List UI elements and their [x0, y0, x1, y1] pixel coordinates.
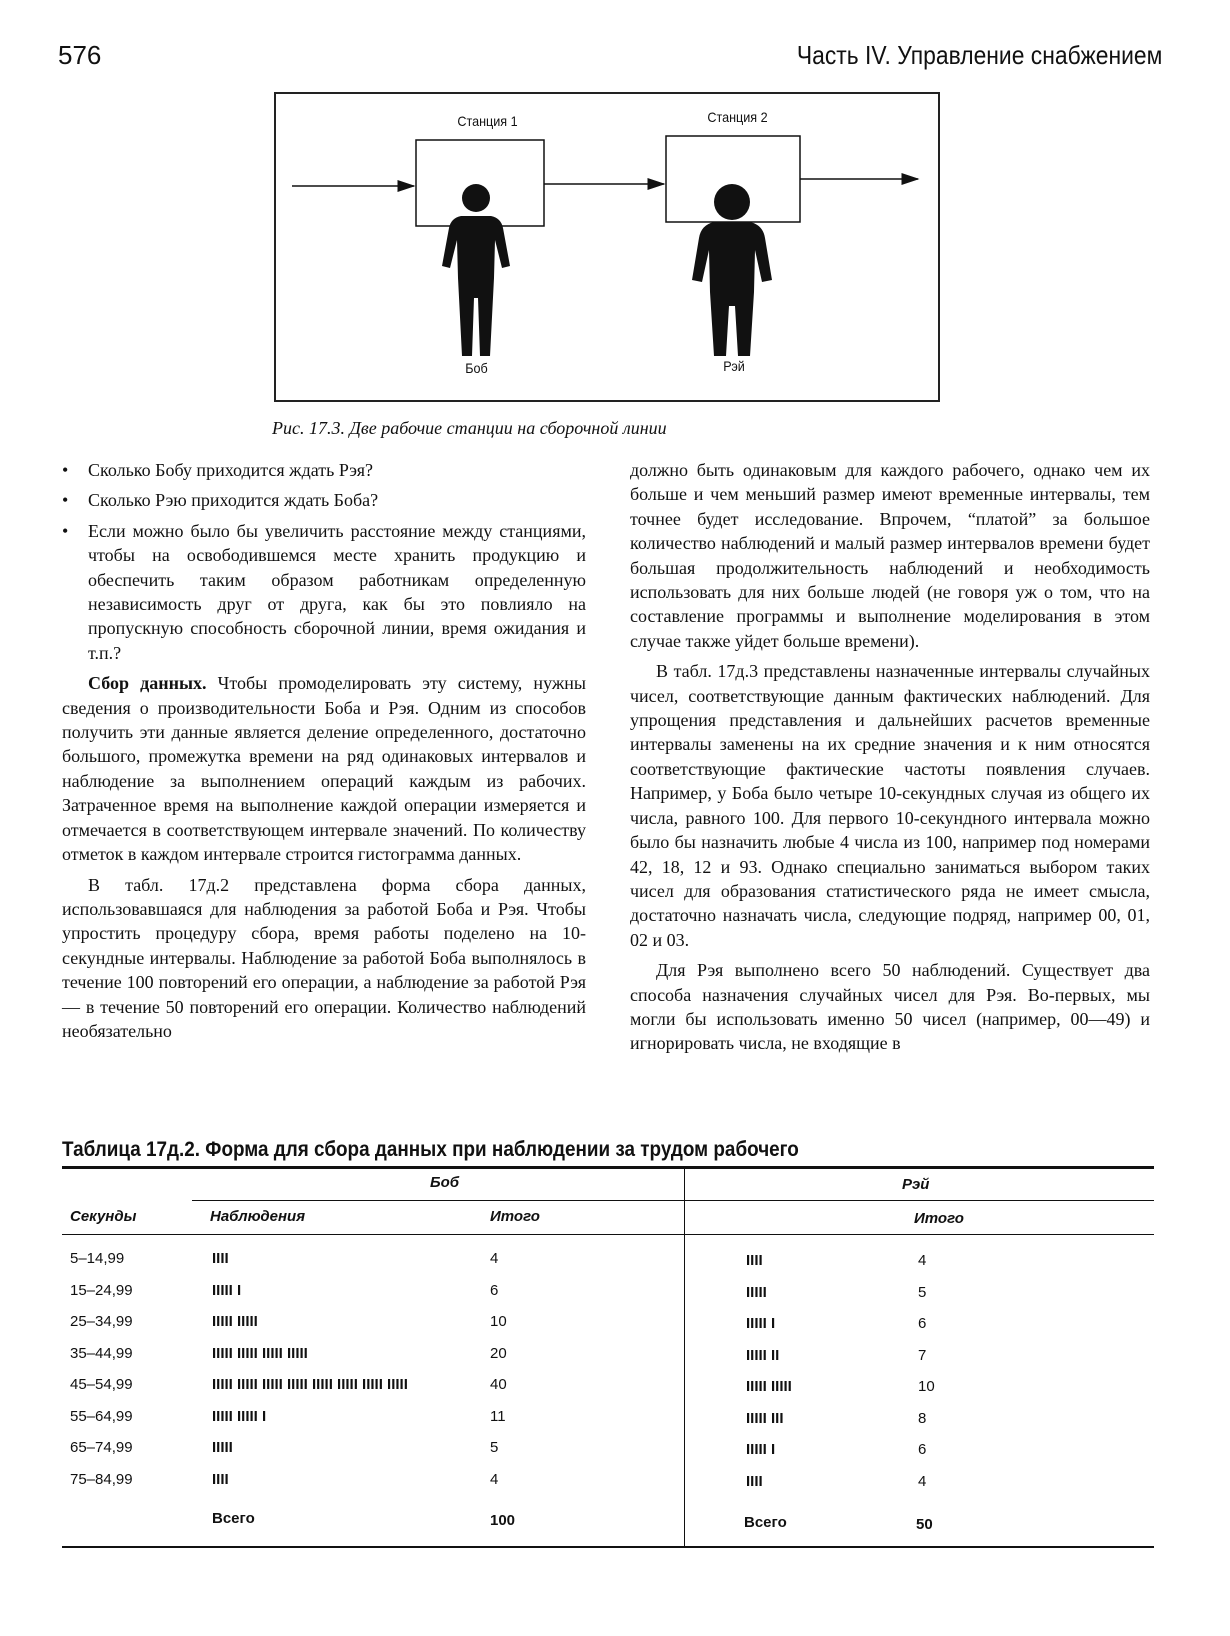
- row-bob-tally: IIII: [212, 1250, 229, 1267]
- row-bob-tally: IIIII IIIII IIIII IIIII: [212, 1344, 308, 1362]
- row-seconds: 75–84,99: [70, 1470, 133, 1488]
- row-bob-total: 4: [490, 1250, 499, 1267]
- question-item: • Сколько Рэю приходится ждать Боба?: [62, 488, 586, 512]
- table-bottom-rule: [62, 1546, 1154, 1548]
- row-bob-total: 10: [490, 1313, 507, 1330]
- total-value-bob: 100: [490, 1512, 516, 1529]
- row-ray-tally: IIIII: [746, 1283, 767, 1301]
- row-bob-total: 5: [490, 1439, 499, 1456]
- worker-ray-icon: [692, 184, 772, 356]
- row-ray-total: 7: [918, 1346, 927, 1364]
- row-seconds: 35–44,99: [70, 1344, 133, 1362]
- total-label-ray: Всего: [744, 1514, 787, 1531]
- row-seconds: 55–64,99: [70, 1407, 133, 1425]
- group-rule: [192, 1200, 1154, 1201]
- row-bob-tally: IIIII I: [212, 1281, 242, 1299]
- figure-caption: Рис. 17.3. Две рабочие станции на сборочной линии: [272, 418, 667, 438]
- row-bob-tally: IIIII IIIII: [212, 1313, 258, 1330]
- row-ray-total: 4: [918, 1472, 927, 1490]
- row-bob-total: 20: [490, 1344, 507, 1362]
- paragraph: Для Рэя выполнено всего 50 наблюдений. Существует два способа назначения случайных чисел для Рэя. Во-первых, мы могли бы использовать именно 50 чисел (например, 00—49) и игнорировать числа, не входящие в: [630, 960, 1150, 1054]
- table-title: Таблица 17д.2. Форма для сбора данных при наблюдении за трудом рабочего: [62, 1138, 799, 1161]
- data-collection-table: [62, 1166, 1154, 1548]
- page-number: 576: [58, 40, 102, 70]
- row-seconds: 15–24,99: [70, 1281, 133, 1299]
- total-value-ray: 50: [916, 1516, 933, 1533]
- paragraph-text: Чтобы промоделировать эту систему, нужны сведения о производительности Боба и Рэя. Одним из способов получить эти данные является деление определенного, достаточно большого, промежутка времени на ряд одинаковых интервалов и наблюдение за выполнением операций каждым из рабочих. Затраченное время на выполнение каждой операции измеряется и отмечается в соответствующем интервале значений. По количеству отметок в каждом интервале строится гистограмма данных.: [62, 673, 586, 865]
- row-bob-total: 4: [490, 1470, 499, 1488]
- row-bob-total: 11: [490, 1407, 506, 1425]
- station-1-label: Станция 1: [457, 113, 518, 129]
- assembly-line-diagram: [276, 94, 942, 404]
- left-column: [62, 458, 586, 1043]
- row-ray-total: 5: [918, 1283, 927, 1301]
- row-ray-total: 8: [918, 1409, 927, 1427]
- paragraph: В табл. 17д.3 представлены назначенные интервалы случайных чисел, соответствующие данным фактических наблюдений. Для упрощения представления и дальнейших расчетов временные интервалы заменены на их средние значения и к ним относятся соответствующие фактические частоты появления случаев. Например, у Боба было четыре 10-секундных случая из общего их числа, равного 100. Для первого 10-секундного интервала можно было бы назначить любые 4 числа из 100, например под номерами 42, 18, 12 и 93. Однако специально заниматься выбором таких чисел для образования статистического ряда не имеет смысла, достаточно назначать числа, следующие подряд, например 00, 01, 02 и 03.: [630, 661, 1150, 950]
- row-ray-tally: IIII: [746, 1472, 763, 1490]
- row-ray-total: 6: [918, 1441, 927, 1458]
- run-in-heading: Сбор данных.: [88, 673, 207, 694]
- station-1-box: [416, 140, 544, 226]
- row-ray-total: 10: [918, 1378, 935, 1395]
- row-ray-total: 4: [918, 1252, 927, 1269]
- row-ray-tally: IIIII II: [746, 1346, 780, 1364]
- worker-1-label: Боб: [465, 360, 488, 376]
- header-rule: [62, 1234, 1154, 1235]
- row-ray-tally: IIII: [746, 1252, 763, 1269]
- row-bob-tally: IIII: [212, 1470, 229, 1488]
- row-bob-total: 6: [490, 1281, 499, 1299]
- worker-bob-icon: [442, 184, 510, 356]
- row-ray-tally: IIIII III: [746, 1409, 784, 1427]
- right-column: [630, 458, 1150, 1056]
- row-seconds: 45–54,99: [70, 1376, 133, 1393]
- running-head: Часть IV. Управление снабжением: [796, 40, 1162, 70]
- row-seconds: 25–34,99: [70, 1313, 133, 1330]
- group-header-bob: Боб: [430, 1174, 460, 1191]
- column-header-total-ray: Итого: [914, 1210, 964, 1227]
- column-header-total-bob: Итого: [490, 1208, 540, 1225]
- total-label-bob: Всего: [212, 1510, 255, 1527]
- row-bob-tally: IIIII: [212, 1439, 233, 1456]
- paragraph: должно быть одинаковым для каждого рабочего, однако чем их больше и чем меньший размер имеют временные интервалы, тем точнее будет исследование. Впрочем, “платой” за большое количество наблюдений и малый размер интервалов времени будет большая продолжительность наблюдений и необходимость использовать для них больше людей (не говоря уж о том, что на составление программы и выполнение моделирования в этом случае также уйдет больше времени).: [630, 460, 1150, 651]
- question-item: • Если можно было бы увеличить расстояние между станциями, чтобы на освободившемся месте хранить продукцию и обеспечить таким образом работникам определенную независимость друг от друга, как бы это повлияло на пропускную способность сборочной линии, время ожидания и т.п.?: [62, 519, 586, 665]
- worker-2-label: Рэй: [723, 358, 745, 374]
- row-bob-tally: IIIII IIIII IIIII IIIII IIIII IIIII IIIII IIIII: [212, 1376, 408, 1393]
- figure-frame: [274, 92, 940, 402]
- station-2-label: Станция 2: [707, 109, 768, 125]
- row-seconds: 5–14,99: [70, 1250, 125, 1267]
- paragraph-data-collection: [62, 671, 586, 866]
- column-header-seconds: Секунды: [70, 1208, 137, 1225]
- row-ray-tally: IIIII I: [746, 1441, 776, 1458]
- paragraph: В табл. 17д.2 представлена форма сбора данных, использовавшаяся для наблюдения за работой Боба и Рэя. Чтобы упростить процедуру сбора, время работы поделено на 10-секундные интервалы. Наблюдение за работой Боба выполнялось в течение 100 повторений его операции, а наблюдение за работой Рэя — в течение 50 повторений его операции. Количество наблюдений необязательно: [62, 874, 586, 1041]
- question-item: • Сколько Бобу приходится ждать Рэя?: [62, 458, 586, 482]
- row-seconds: 65–74,99: [70, 1439, 133, 1456]
- group-header-ray: Рэй: [902, 1176, 930, 1193]
- row-ray-tally: IIIII I: [746, 1315, 776, 1332]
- column-divider: [684, 1166, 685, 1548]
- row-bob-tally: IIIII IIIII I: [212, 1407, 267, 1425]
- table-top-rule: [62, 1166, 1154, 1169]
- row-ray-tally: IIIII IIIII: [746, 1378, 792, 1395]
- question-list: [62, 458, 586, 665]
- column-header-observations: Наблюдения: [210, 1208, 306, 1225]
- row-bob-total: 40: [490, 1376, 507, 1393]
- row-ray-total: 6: [918, 1315, 927, 1332]
